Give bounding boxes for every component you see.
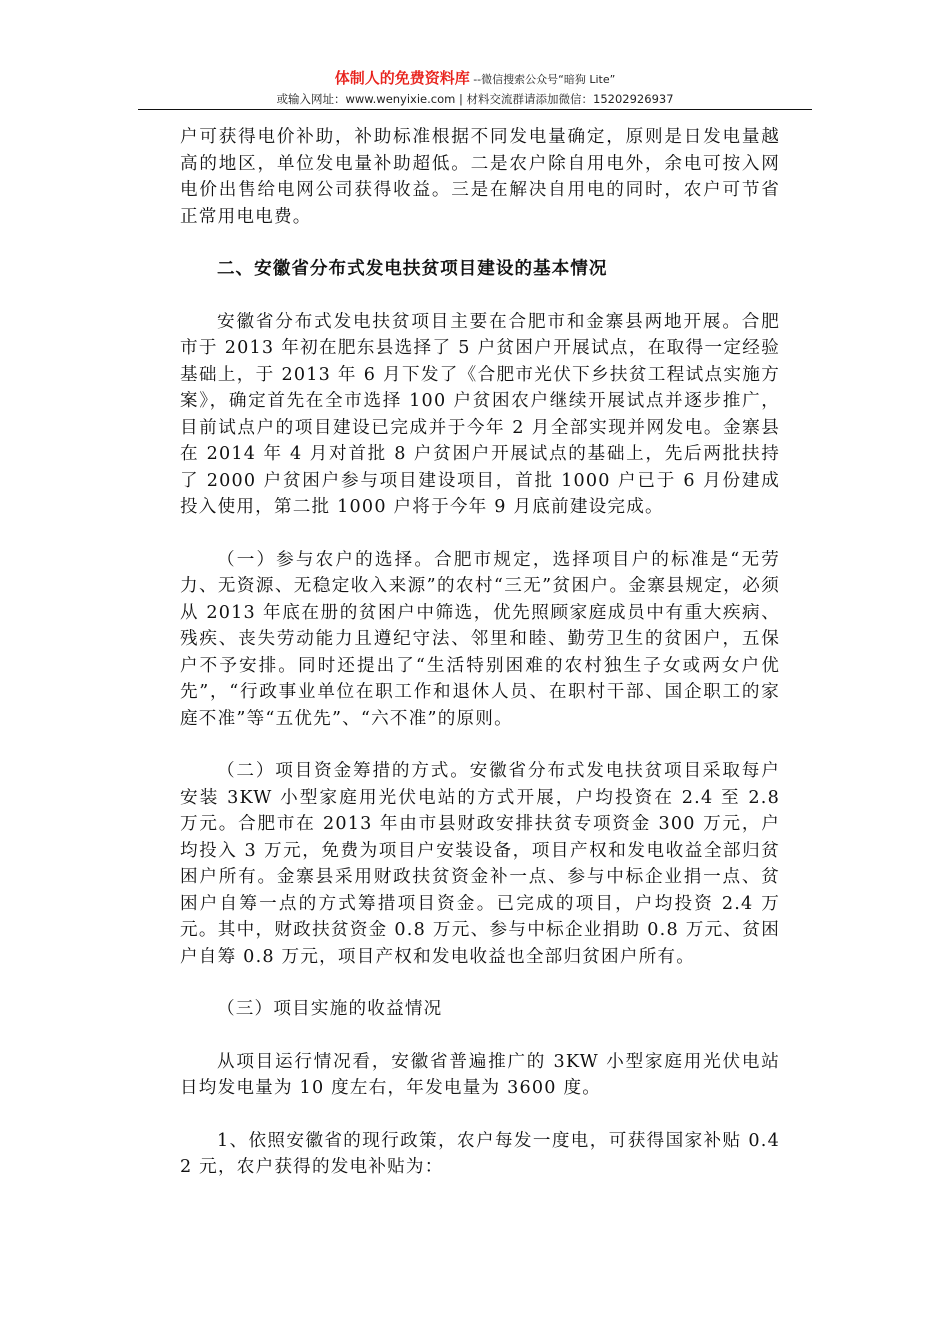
paragraph-funding: （二）项目资金筹措的方式。安徽省分布式发电扶贫项目采取每户安装 3KW 小型家庭用光伏电站的方式开展，户均投资在 2.4 至 2.8 万元。合肥市在 2013 年由市县财政安排扶贫专项资金 300 万元，户均投入 3 万元，免费为项目户安装设备，项目产权和发电收益全部归贫困户所有。金寨县采用财政扶贫资金补一点、参与中标企业捐一点、贫困户自筹一点的方式筹措项目资金。已完成的项目，户均投资 2.4 万元。其中，财政扶贫资金 0.8 万元、参与中标企业捐助 0.8 万元、贫困户自筹 0.8 万元，项目产权和发电收益也全部归贫困户所有。 — [180, 761, 780, 967]
spacer — [180, 283, 780, 309]
header-brand: 体制人的免费资料库 — [334, 69, 470, 87]
document-body — [180, 124, 780, 1181]
header-divider — [138, 109, 812, 110]
subheading-benefits: （三）项目实施的收益情况 — [216, 999, 443, 1019]
paragraph-subsidy: 1、依照安徽省的现行政策，农户每发一度电，可获得国家补贴 0.42 元，农户获得的发电补贴为： — [180, 1130, 780, 1177]
header-title-line — [138, 68, 812, 90]
spacer — [180, 1023, 780, 1049]
page-header — [138, 68, 812, 108]
spacer — [180, 521, 780, 547]
spacer — [180, 970, 780, 996]
spacer — [180, 230, 780, 256]
paragraph-overview: 安徽省分布式发电扶贫项目主要在合肥市和金寨县两地开展。合肥市于 2013 年初在肥东县选择了 5 户贫困户开展试点，在取得一定经验基础上，于 2013 年 6 月下发了《合肥市光伏下乡扶贫工程试点实施方案》，确定首先在全市选择 100 户贫困农户继续开展试点并逐步推广，目前试点户的项目建设已完成并于今年 2 月全部实现并网发电。金寨县在 2014 年 4 月对首批 8 户贫困户开展试点的基础上，先后两批扶持了 2000 户贫困户参与项目建设项目，首批 1000 户已于 6 月份建成投入使用，第二批 1000 户将于今年 9 月底前建设完成。 — [180, 311, 780, 517]
section-heading: 二、安徽省分布式发电扶贫项目建设的基本情况 — [216, 259, 608, 279]
paragraph-household-selection: （一）参与农户的选择。合肥市规定，选择项目户的标准是“无劳力、无资源、无稳定收入来源”的农村“三无”贫困户。金寨县规定，必须从 2013 年底在册的贫困户中筛选，优先照顾家庭成员中有重大疾病、残疾、丧失劳动能力且遵纪守法、邻里和睦、勤劳卫生的贫困户，五保户不予安排。同时还提出了“生活特别困难的农村独生子女或两女户优先”，“行政事业单位在职工作和退休人员、在职村干部、国企职工的家庭不准”等“五优先”、“六不准”的原则。 — [180, 549, 780, 729]
header-subtitle: --微信搜索公众号“暗狗 Lite” — [469, 73, 616, 86]
header-contact-line: 或输入网址：www.wenyixie.com | 材料交流群请添加微信：15202926937 — [276, 92, 674, 106]
paragraph-operation: 从项目运行情况看，安徽省普遍推广的 3KW 小型家庭用光伏电站日均发电量为 10 度左右，年发电量为 3600 度。 — [180, 1051, 780, 1098]
spacer — [180, 732, 780, 758]
spacer — [180, 1102, 780, 1128]
paragraph-continued: 户可获得电价补助，补助标准根据不同发电量确定，原则是日发电量越高的地区，单位发电量补助超低。二是农户除自用电外，余电可按入网电价出售给电网公司获得收益。三是在解决自用电的同时，农户可节省正常用电电费。 — [180, 127, 780, 227]
